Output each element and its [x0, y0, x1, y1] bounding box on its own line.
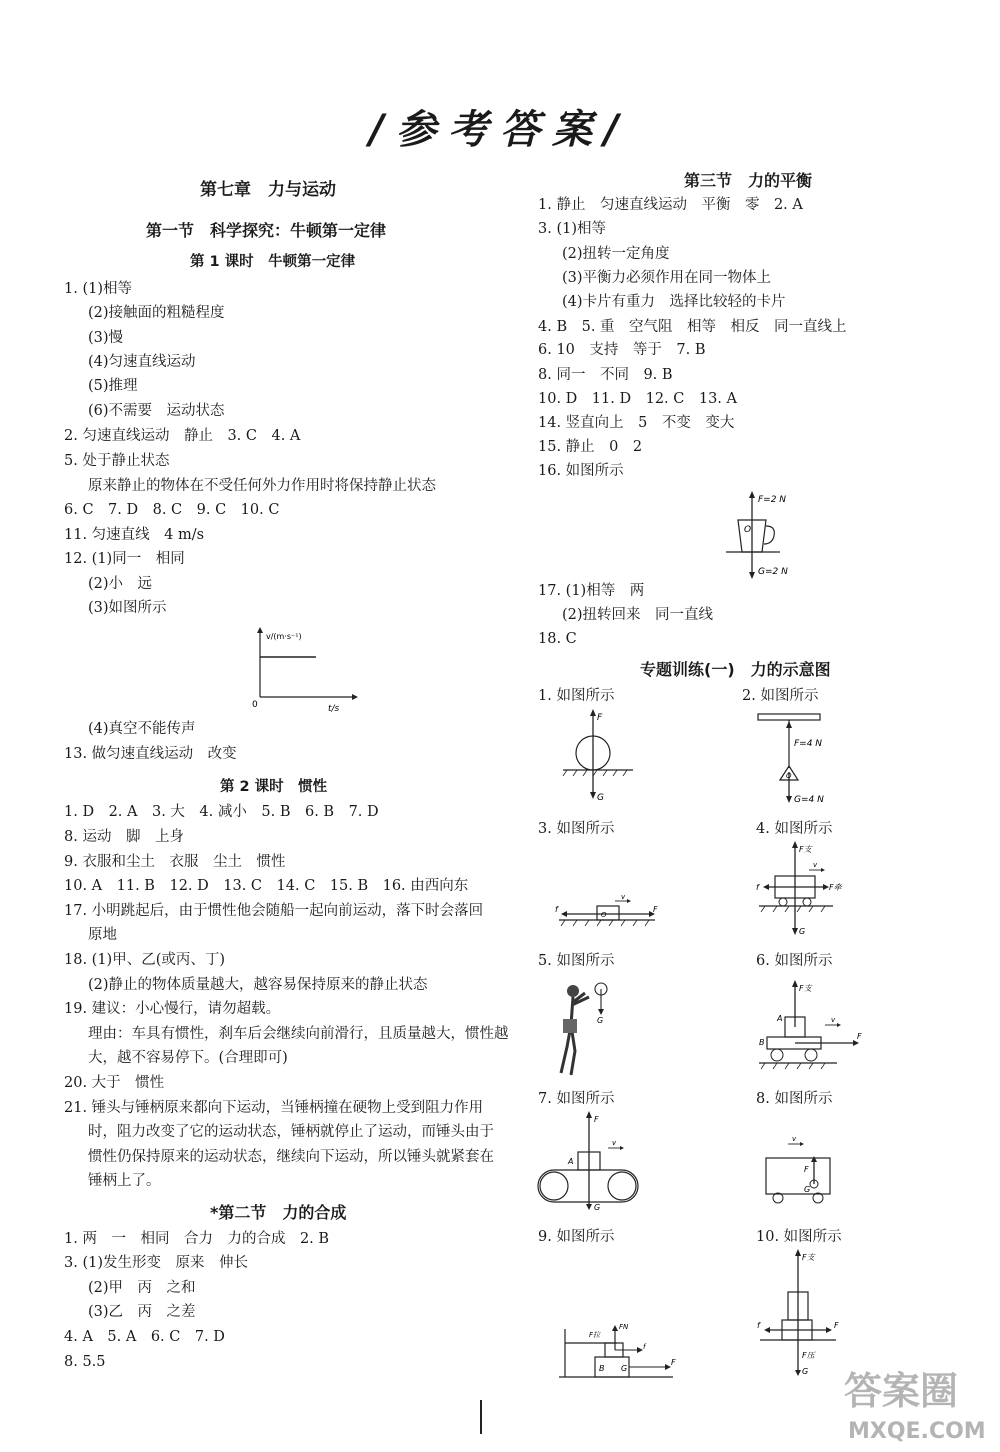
answer-line: 18. (1)甲、乙(或丙、丁)	[64, 952, 226, 968]
fig5-g-label: G	[597, 1016, 604, 1025]
answer-line: 18. C	[538, 631, 577, 647]
answer-line: 9. 衣服和尘土 衣服 尘土 惯性	[64, 854, 286, 870]
answer-line: (3)乙 丙 之差	[88, 1304, 196, 1320]
answer-line: (2)接触面的粗糙程度	[88, 305, 225, 321]
answer-line: 惯性仍保持原来的运动状态，继续向下运动，所以锤头就紧套在	[88, 1149, 494, 1165]
answer-line: 17. (1)相等 两	[538, 583, 645, 599]
fig2-f-label: F=4 N	[794, 739, 823, 749]
answer-line: 17. 小明跳起后，由于惯性他会随船一起向前运动，落下时会落回	[64, 903, 484, 919]
fig10-g-label: G	[802, 1367, 809, 1376]
lesson-2-title: 第 2 课时 惯性	[220, 779, 328, 795]
watermark-domain: MXQE.COM	[848, 1419, 986, 1444]
fig6-a-label: A	[777, 1014, 783, 1023]
answer-line: 1. 静止 匀速直线运动 平衡 零 2. A	[538, 197, 803, 213]
velocity-time-graph	[240, 625, 360, 715]
watermark-text: 答案圈	[844, 1369, 959, 1413]
figure-caption: 9. 如图所示	[538, 1229, 615, 1245]
answer-line: (3)慢	[88, 330, 124, 346]
fig1-g-label: G	[597, 793, 604, 803]
answer-line: 5. 处于静止状态	[64, 453, 170, 469]
answer-line: (2)甲 丙 之和	[88, 1280, 196, 1296]
answer-line: (2)小 远	[88, 576, 153, 592]
section-3-title: 第三节 力的平衡	[684, 171, 813, 190]
graph-y-label: v/(m·s⁻¹)	[266, 632, 302, 641]
answer-line: 13. 做匀速直线运动 改变	[64, 746, 237, 762]
answer-line: 6. 10 支持 等于 7. B	[538, 342, 706, 358]
hanging-object-diagram	[750, 708, 840, 808]
cart-force-diagram	[755, 840, 855, 940]
answer-line: 14. 竖直向上 5 不变 变大	[538, 415, 735, 431]
figure-caption: 5. 如图所示	[538, 953, 615, 969]
fig1-f-label: F	[597, 713, 603, 723]
fig7-f-label: F	[594, 1115, 599, 1124]
answer-line: 10. A 11. B 12. D 13. C 14. C 15. B 16. 由西向东	[64, 878, 469, 894]
answer-line: 锤柄上了。	[88, 1173, 161, 1189]
cup-o-label: O	[744, 525, 752, 535]
fig3-f-label: f	[555, 905, 558, 914]
answer-line: (3)如图所示	[88, 600, 167, 616]
fig7-a-label: A	[568, 1157, 574, 1166]
answer-line: 1. D 2. A 3. 大 4. 减小 5. B 6. B 7. D	[64, 804, 379, 820]
graph-x-label: t/s	[328, 704, 340, 714]
fig9-b-label: B	[599, 1364, 605, 1373]
fig2-g-label: G=4 N	[794, 795, 824, 805]
page-banner-title: /参考答案/	[369, 107, 631, 153]
fig9-force-label: F	[671, 1358, 676, 1367]
answer-line: 19. 建议：小心慢行，请勿超载。	[64, 1001, 281, 1017]
answer-line: (4)匀速直线运动	[88, 354, 196, 370]
fig4-v-label: v	[813, 861, 818, 869]
cart-pendulum-diagram	[758, 1130, 858, 1210]
fig3-o-label: O	[601, 911, 607, 919]
answer-line: 3. (1)相等	[538, 221, 606, 237]
special-training-title: 专题训练(一) 力的示意图	[640, 660, 831, 679]
answer-line: 4. B 5. 重 空气阻 相等 相反 同一直线上	[538, 319, 847, 335]
fig4-drag-label: F牵	[829, 883, 842, 892]
fig3-v-label: v	[621, 893, 626, 901]
fig6-f-label: F	[857, 1032, 862, 1041]
answer-line: 21. 锤头与锤柄原来都向下运动，当锤柄撞在硬物上受到阻力作用	[64, 1100, 484, 1116]
figure-caption: 3. 如图所示	[538, 821, 615, 837]
answer-line: 大，越不容易停下。(合理即可)	[88, 1050, 288, 1066]
answer-line: 8. 同一 不同 9. B	[538, 367, 673, 383]
answer-line: (2)扭转一定角度	[562, 246, 670, 262]
conveyor-belt-diagram	[532, 1110, 652, 1210]
figure-caption: 10. 如图所示	[756, 1229, 842, 1245]
answer-line: (6)不需要 运动状态	[88, 403, 225, 419]
chapter-title: 第七章 力与运动	[200, 180, 336, 200]
graph-origin-label: 0	[252, 700, 258, 710]
fig3-force-label: F	[653, 905, 658, 914]
answer-line: 20. 大于 惯性	[64, 1075, 165, 1091]
answer-line: 1. (1)相等	[64, 281, 132, 297]
fig8-f-label: F	[804, 1165, 809, 1174]
answer-line: 15. 静止 0 2	[538, 439, 643, 455]
answer-line: 2. 匀速直线运动 静止 3. C 4. A	[64, 428, 301, 444]
cup-top-force: F=2 N	[758, 495, 787, 505]
answer-line: 原来静止的物体在不受任何外力作用时将保持静止状态	[88, 478, 436, 494]
answer-line: (2)扭转回来 同一直线	[562, 607, 714, 623]
fig7-g-label: G	[594, 1203, 601, 1210]
answer-line: 6. C 7. D 8. C 9. C 10. C	[64, 502, 280, 518]
fig6-v-label: v	[831, 1016, 836, 1024]
fig6-b-label: B	[759, 1038, 765, 1047]
answer-line: (4)真空不能传声	[88, 721, 196, 737]
figure-caption: 4. 如图所示	[756, 821, 833, 837]
fig10-force-label: F	[834, 1321, 839, 1330]
fig8-v-label: v	[792, 1135, 797, 1143]
answer-line: 原地	[88, 927, 117, 943]
answer-line: 1. 两 一 相同 合力 力的合成 2. B	[64, 1231, 330, 1247]
fig7-v-label: v	[612, 1139, 617, 1147]
fig8-g-label: G	[804, 1185, 811, 1194]
figure-caption: 8. 如图所示	[756, 1091, 833, 1107]
figure-caption: 1. 如图所示	[538, 688, 615, 704]
site-watermark-logo	[834, 1352, 994, 1448]
fig10-support-label: F支	[802, 1253, 815, 1262]
ball-force-diagram	[555, 708, 645, 808]
fig2-o-label: O	[786, 772, 792, 780]
fig6-support-label: F支	[799, 984, 812, 993]
fig9-pull-label: F拉	[589, 1331, 601, 1339]
fig10-f-label: f	[757, 1321, 760, 1330]
answer-line: 4. A 5. A 6. C 7. D	[64, 1329, 225, 1345]
fig4-f-label: f	[756, 883, 759, 892]
answer-line: (2)静止的物体质量越大，越容易保持原来的静止状态	[88, 977, 428, 993]
figure-caption: 7. 如图所示	[538, 1091, 615, 1107]
figure-caption: 2. 如图所示	[742, 688, 819, 704]
answer-line: 3. (1)发生形变 原来 伸长	[64, 1255, 248, 1271]
answer-line: 8. 5.5	[64, 1354, 106, 1370]
stacked-cart-diagram	[755, 975, 865, 1075]
answer-line: 11. 匀速直线 4 m/s	[64, 527, 205, 543]
cup-bottom-force: G=2 N	[758, 567, 788, 577]
answer-line: (5)推理	[88, 378, 138, 394]
cup-force-diagram	[718, 490, 828, 580]
page-crease-mark	[480, 1400, 482, 1434]
answer-line: 12. (1)同一 相同	[64, 551, 185, 567]
stacked-blocks-wall-diagram	[555, 1315, 685, 1395]
fig9-f-label: f	[643, 1343, 646, 1351]
fig10-press-label: F压	[802, 1351, 815, 1360]
fig4-g-label: G	[799, 927, 806, 936]
fig9-fn-label: FN	[619, 1323, 629, 1331]
block-friction-diagram	[555, 890, 665, 940]
fig9-g-label: G	[621, 1364, 628, 1373]
answer-line: 时，阻力改变了它的运动状态，锤柄就停止了运动，而锤头由于	[88, 1124, 494, 1140]
answer-line: 10. D 11. D 12. C 13. A	[538, 391, 737, 407]
fig4-support-label: F支	[799, 845, 812, 854]
answer-line: 理由：车具有惯性，刹车后会继续向前滑行，且质量越大，惯性越	[88, 1026, 509, 1042]
answer-line: 16. 如图所示	[538, 463, 624, 479]
section-2-title: *第二节 力的合成	[210, 1203, 347, 1222]
answer-line: 8. 运动 脚 上身	[64, 829, 184, 845]
figure-caption: 6. 如图所示	[756, 953, 833, 969]
lesson-1-title: 第 1 课时 牛顿第一定律	[190, 254, 356, 270]
section-1-title: 第一节 科学探究：牛顿第一定律	[146, 221, 387, 240]
player-ball-diagram	[545, 975, 635, 1085]
answer-line: (3)平衡力必须作用在同一物体上	[562, 270, 772, 286]
answer-line: (4)卡片有重力 选择比较轻的卡片	[562, 294, 786, 310]
